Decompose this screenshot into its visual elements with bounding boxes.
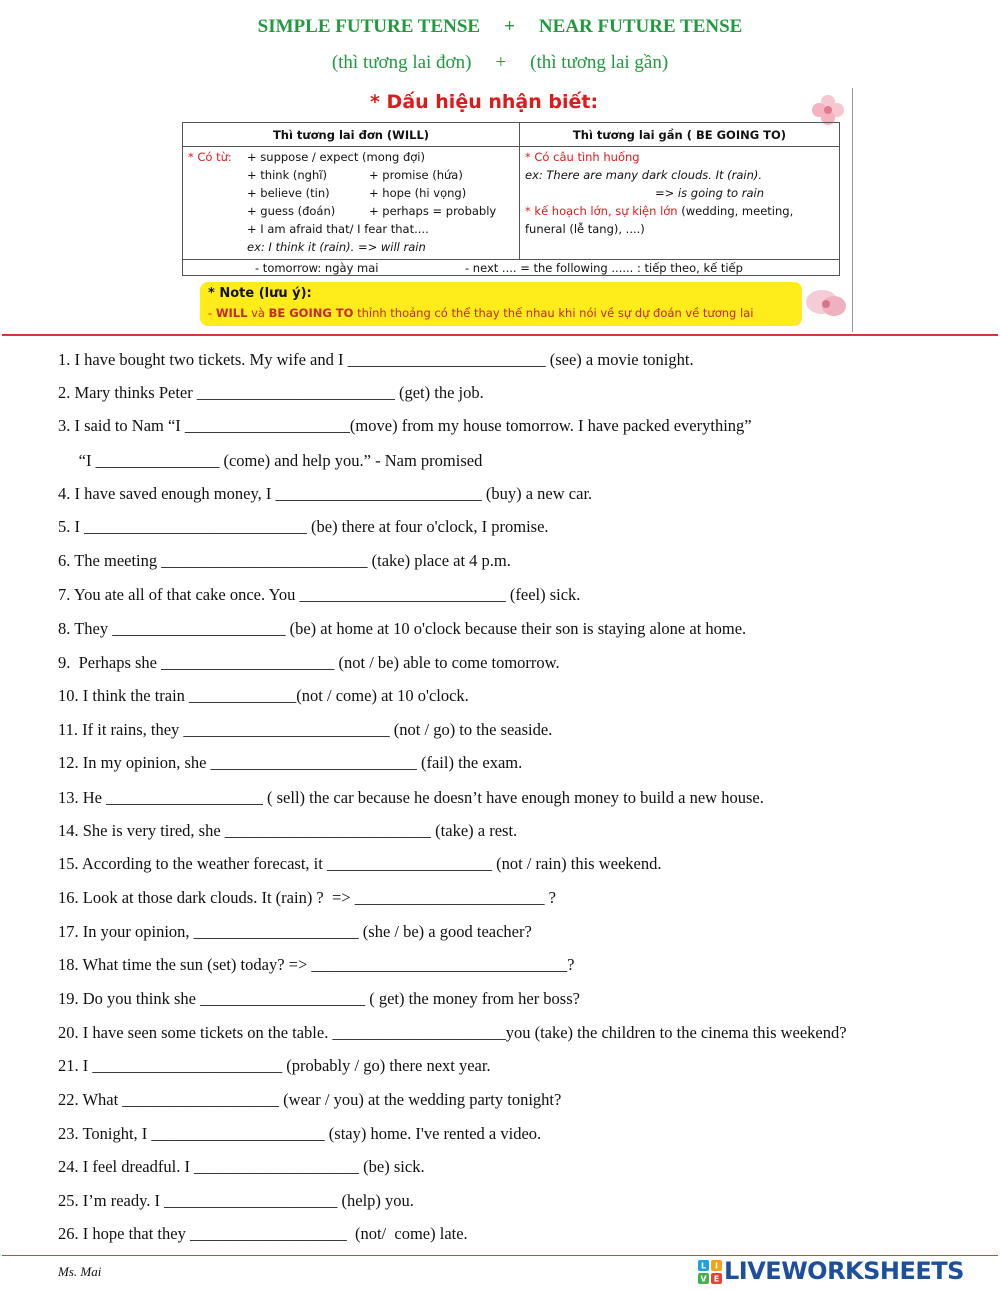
time-expression-tomorrow: - tomorrow: ngày mai: [255, 261, 379, 275]
liveworksheets-logo[interactable]: [698, 1258, 998, 1286]
going-to-example: ex: There are many dark clouds. It (rain).: [525, 168, 763, 182]
note-text: [208, 306, 753, 320]
flower-decoration-icon: [800, 280, 854, 324]
will-item: + think (nghĩ): [247, 168, 327, 182]
will-item: + perhaps = probably: [369, 204, 497, 218]
liveworksheets-badge-icon: [698, 1260, 722, 1284]
going-to-lead: * Có câu tình huống: [525, 150, 640, 164]
going-to-signals: [520, 147, 839, 259]
will-item: + hope (hi vọng): [369, 186, 467, 200]
will-item: + guess (đoán): [247, 204, 336, 218]
exercise-item[interactable]: 15. According to the weather forecast, it ____________________ (not / rain) this weekend.: [58, 854, 662, 873]
note-va: và: [247, 306, 269, 320]
signal-words-guide: [180, 88, 854, 332]
subtitle-near-future: (thì tương lai gần): [530, 52, 669, 73]
exercise-item[interactable]: 19. Do you think she ____________________ ( get) the money from her boss?: [58, 989, 580, 1008]
note-will: WILL: [215, 306, 248, 320]
badge-letter: E: [713, 1274, 720, 1284]
exercise-item[interactable]: “I _______________ (come) and help you.” - Nam promised: [58, 451, 483, 470]
subtitle: [0, 52, 1000, 74]
title-plus: +: [504, 16, 515, 37]
exercise-item[interactable]: 2. Mary thinks Peter ________________________ (get) the job.: [58, 383, 484, 402]
exercise-item[interactable]: 8. They _____________________ (be) at home at 10 o'clock because their son is staying alone at home.: [58, 619, 747, 638]
exercise-item[interactable]: 16. Look at those dark clouds. It (rain) ? => _______________________ ?: [58, 888, 556, 907]
subtitle-simple-future: (thì tương lai đơn): [331, 52, 472, 73]
going-to-plans-cont: funeral (lễ tang), ....): [525, 222, 645, 236]
note-title: * Note (lưu ý):: [208, 286, 312, 301]
badge-letter: V: [700, 1274, 707, 1284]
exercise-item[interactable]: 23. Tonight, I _____________________ (stay) home. I've rented a video.: [58, 1124, 542, 1143]
going-to-plans: [525, 204, 793, 218]
exercise-item[interactable]: 10. I think the train _____________(not / come) at 10 o'clock.: [58, 686, 469, 705]
exercise-item[interactable]: 4. I have saved enough money, I _________________________ (buy) a new car.: [58, 484, 593, 503]
exercise-item[interactable]: 6. The meeting _________________________ (take) place at 4 p.m.: [58, 551, 511, 570]
going-to-example-answer: => is going to rain: [655, 186, 765, 200]
divider-line: [2, 334, 998, 336]
guide-heading: * Dấu hiệu nhận biết:: [370, 91, 599, 113]
header-going-to: Thì tương lai gần ( BE GOING TO): [520, 123, 839, 147]
exercise-item[interactable]: 17. In your opinion, ____________________ (she / be) a good teacher?: [58, 922, 532, 941]
exercise-item[interactable]: 11. If it rains, they _________________________ (not / go) to the seaside.: [58, 720, 553, 739]
will-signals: [183, 147, 520, 259]
exercise-item[interactable]: 26. I hope that they ___________________ (not/ come) late.: [58, 1224, 468, 1243]
will-item: + I am afraid that/ I fear that....: [247, 222, 429, 236]
exercise-item[interactable]: 3. I said to Nam “I ____________________(move) from my house tomorrow. I have packed everything”: [58, 416, 752, 435]
subtitle-plus: +: [495, 52, 507, 73]
title-simple-future: SIMPLE FUTURE TENSE: [257, 16, 481, 37]
main-title: [0, 16, 1000, 38]
exercise-item[interactable]: 5. I ___________________________ (be) there at four o'clock, I promise.: [58, 517, 549, 536]
exercise-item[interactable]: 21. I _______________________ (probably / go) there next year.: [58, 1056, 491, 1075]
will-item: + promise (hứa): [369, 168, 463, 182]
exercise-item[interactable]: 13. He ___________________ ( sell) the car because he doesn’t have enough money to build a new house.: [58, 788, 764, 807]
exercise-item[interactable]: 7. You ate all of that cake once. You _________________________ (feel) sick.: [58, 585, 581, 604]
going-to-plans-rest: (wedding, meeting,: [677, 204, 794, 218]
time-expression-next: - next .... = the following ...... : tiếp theo, kế tiếp: [465, 261, 743, 275]
author-name: Ms. Mai: [58, 1264, 102, 1279]
will-lead: * Có từ:: [188, 150, 232, 164]
will-example: ex: I think it (rain). => will rain: [247, 240, 426, 254]
exercise-item[interactable]: 12. In my opinion, she _________________________ (fail) the exam.: [58, 753, 523, 772]
note-rest: thỉnh thoảng có thể thay thế nhau khi nói về sự dự đoán về tương lai: [353, 306, 754, 320]
exercise-item[interactable]: 20. I have seen some tickets on the table. _____________________you (take) the children to the cinema this weekend?: [58, 1023, 847, 1042]
exercise-item[interactable]: 24. I feel dreadful. I ____________________ (be) sick.: [58, 1157, 425, 1176]
liveworksheets-logo-text: LIVEWORKSHEETS: [724, 1257, 964, 1285]
exercise-item[interactable]: 14. She is very tired, she _________________________ (take) a rest.: [58, 821, 518, 840]
exercise-item[interactable]: 22. What ___________________ (wear / you) at the wedding party tonight?: [58, 1090, 562, 1109]
exercise-item[interactable]: 9. Perhaps she _____________________ (not / be) able to come tomorrow.: [58, 653, 560, 672]
title-near-future: NEAR FUTURE TENSE: [538, 16, 743, 37]
exercise-item[interactable]: 1. I have bought two tickets. My wife and I ________________________ (see) a movie tonight.: [58, 350, 694, 369]
badge-letter: L: [700, 1261, 707, 1271]
time-expressions-row: [183, 259, 839, 276]
will-item: + suppose / expect (mong đợi): [247, 150, 425, 164]
going-to-plans-label: * kế hoạch lớn, sự kiện lớn: [525, 204, 678, 218]
note-box: [200, 282, 802, 326]
badge-letter: I: [715, 1261, 718, 1271]
will-item: + believe (tin): [247, 186, 330, 200]
header-will: Thì tương lai đơn (WILL): [183, 123, 520, 147]
signal-words-table: [182, 122, 840, 276]
note-going-to: BE GOING TO: [268, 306, 354, 320]
exercise-item[interactable]: 25. I’m ready. I _____________________ (help) you.: [58, 1191, 414, 1210]
footer-divider: [2, 1255, 998, 1256]
exercise-item[interactable]: 18. What time the sun (set) today? => _______________________________?: [58, 955, 575, 974]
note-dash: -: [208, 306, 216, 320]
